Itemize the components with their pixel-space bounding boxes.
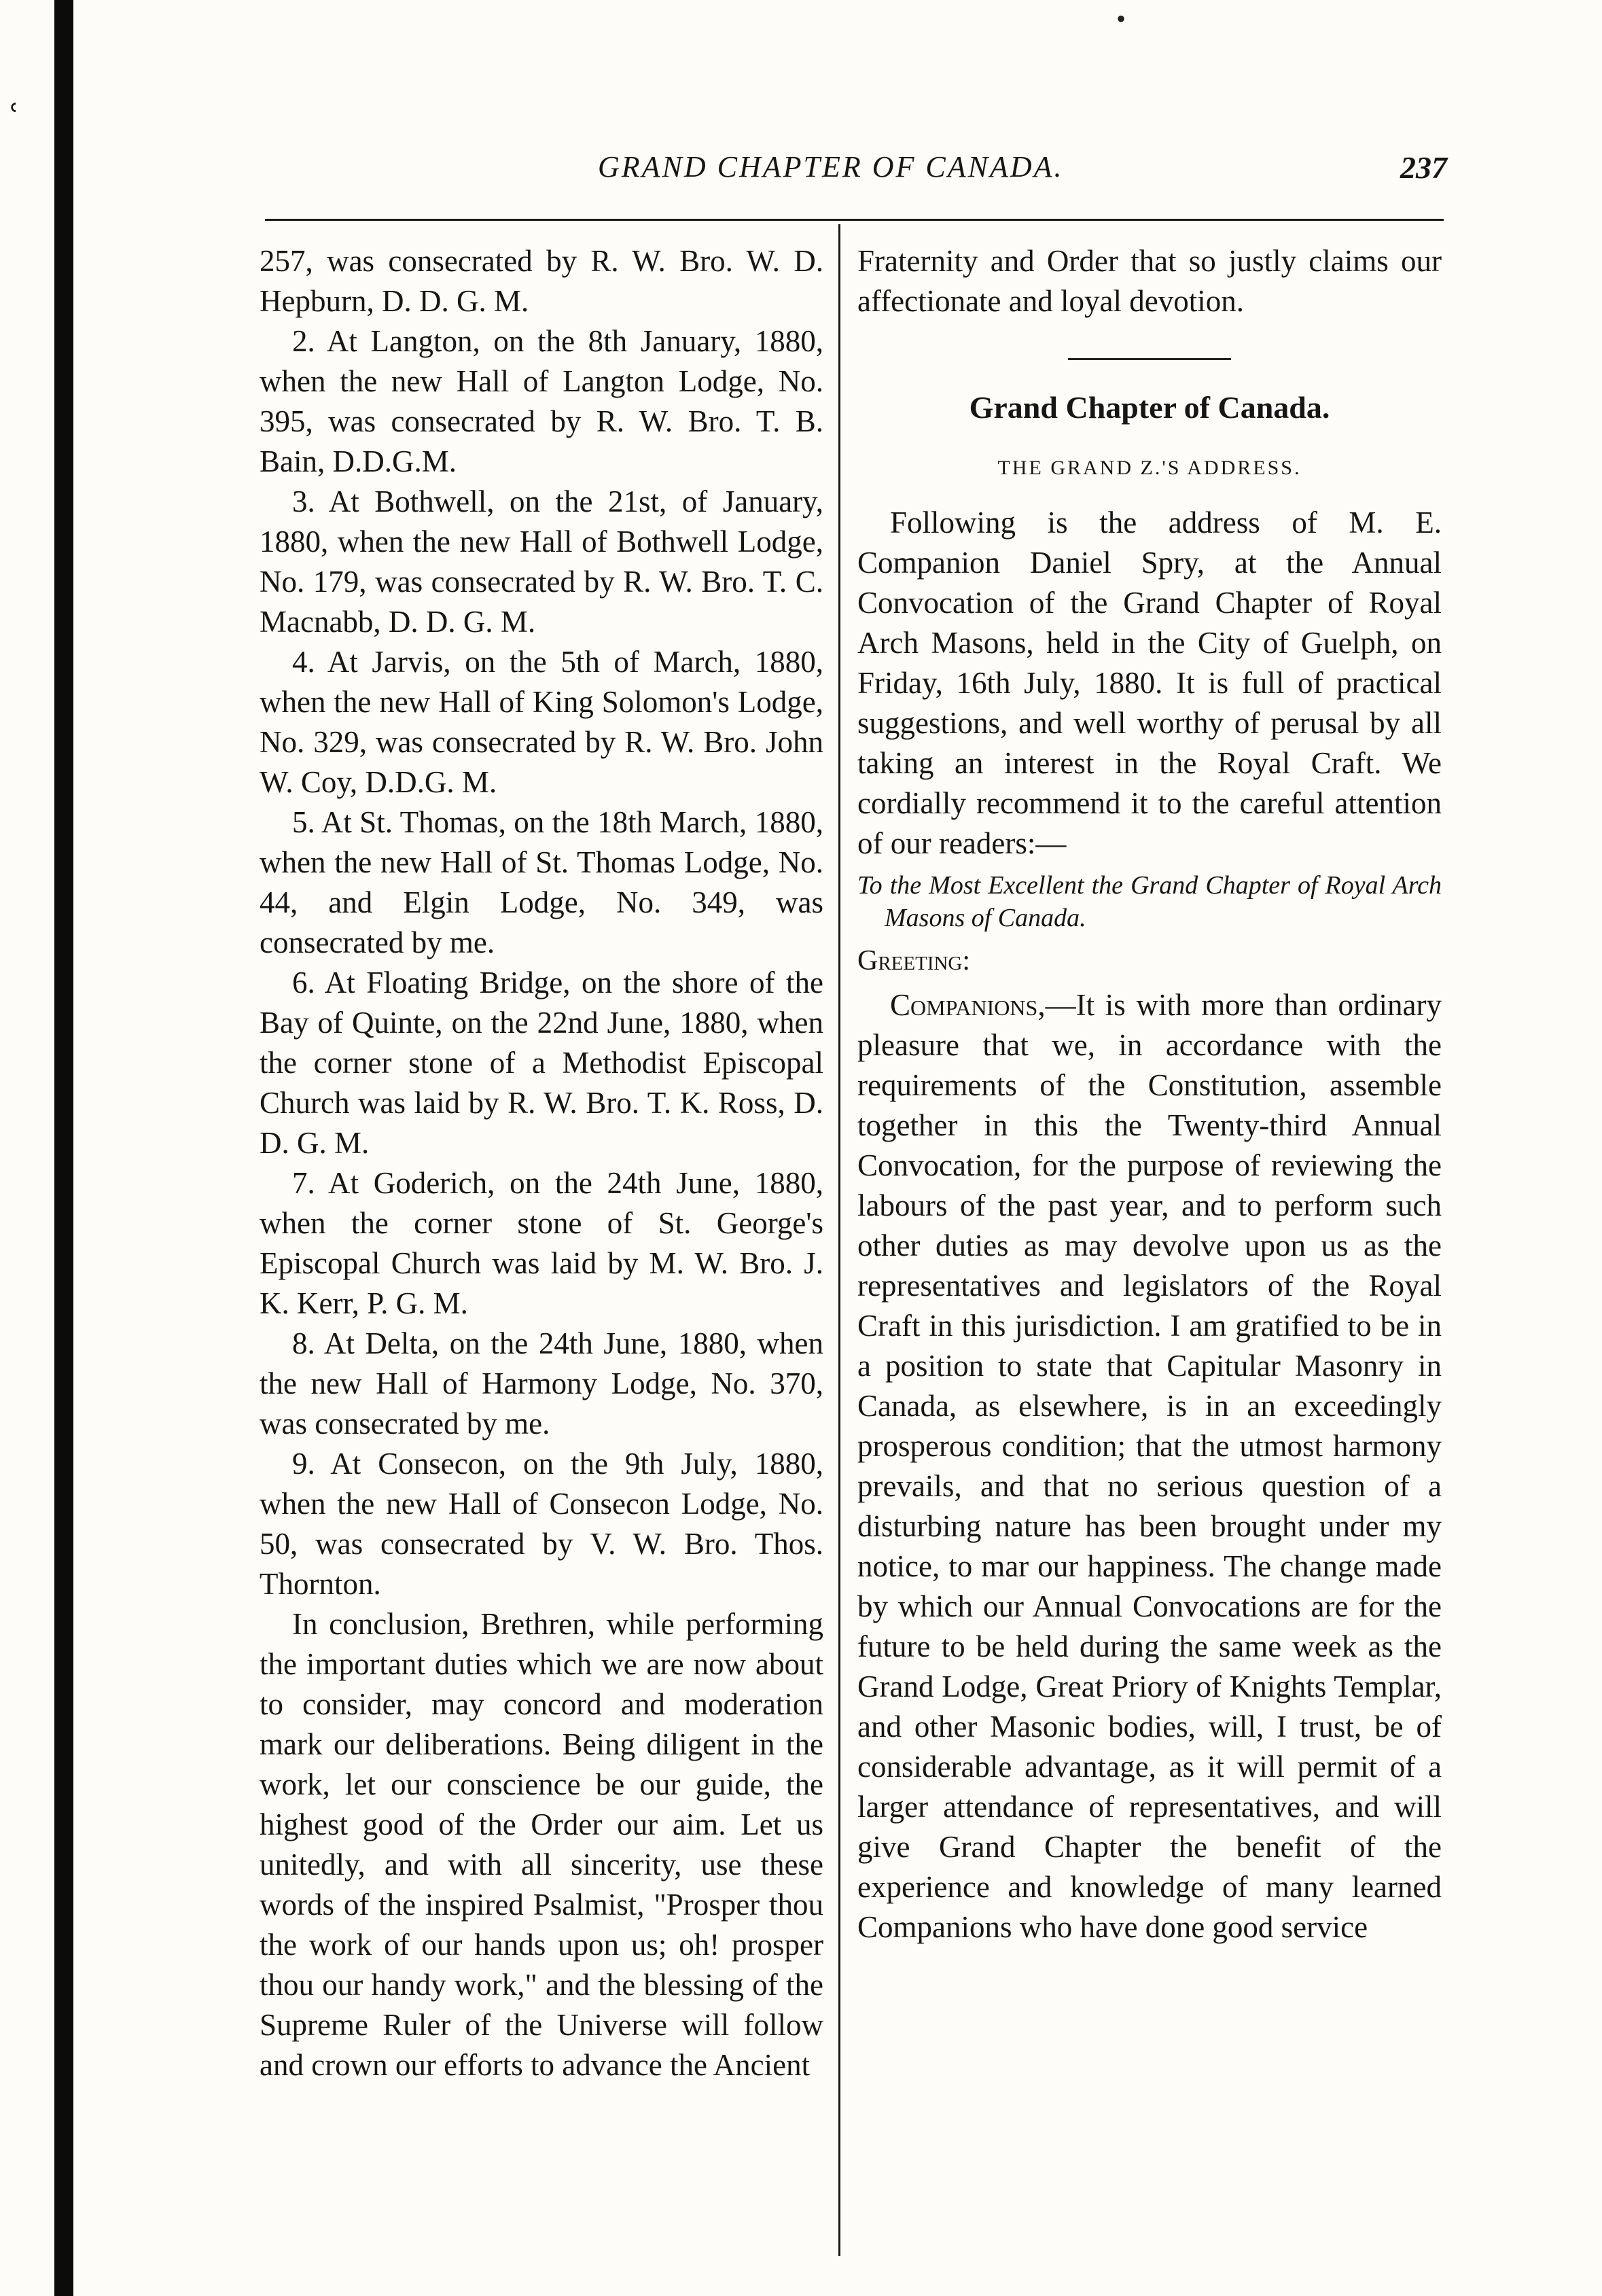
address-paragraph — [857, 985, 1442, 1947]
list-item-floating-bridge: 6. At Floating Bridge, on the shore of the Bay of Quinte, on the 22nd June, 1880, when the corner stone of a Methodist Episcopal Church was laid by R. W. Bro. T. K. Ross, D. D. G. M. — [260, 966, 823, 1160]
salutation: To the Most Excellent the Grand Chapter of Royal Arch Masons of Canada. — [857, 871, 1442, 932]
right-column — [857, 241, 1442, 2273]
page-header — [75, 149, 1447, 190]
conclusion-paragraph: In conclusion, Brethren, while performing the important duties which we are now about to consider, may concord and moderation mark our deliberations. Being diligent in the work, let our conscience be our guide, the highest good of the Order our aim. Let us unitedly, and with all sincerity, use these words of the inspired Psalmist, "Prosper thou the work of our hands upon us; oh! prosper thou our handy work," and the blessing of the Supreme Ruler of the Universe will follow and crown our efforts to advance the Ancient — [260, 1607, 823, 2082]
right-continuation-paragraph: Fraternity and Order that so justly claims our affectionate and loyal devotion. — [857, 244, 1442, 318]
article-subheading: THE GRAND Z.'S ADDRESS. — [997, 457, 1302, 479]
list-item-bothwell: 3. At Bothwell, on the 21st, of January, 1880, when the new Hall of Bothwell Lodge, No. 179, was consecrated by R. W. Bro. T. C. Macnabb, D. D. G. M. — [260, 484, 823, 639]
address-body: —It is with more than ordinary pleasure that we, in accordance with the requirements of the Constitution, assemble together in this the Twenty-third Annual Convocation, for the purpose of reviewing the labours of the past year, and to perform such other duties as may devolve upon us as the representatives and legislators of the Royal Craft in this jurisdiction. I am gratified to be in a position to state that Capitular Masonry in Canada, as elsewhere, is in an exceedingly prosperous condition; that the utmost harmony prevails, and that no serious question of a disturbing nature has been brought under my notice, to mar our happiness. The change made by which our Annual Convocations are for the future to be held during the same week as the Grand Lodge, Great Priory of Knights Templar, and other Masonic bodies, will, I trust, be of considerable advantage, as it will permit of a larger attendance of representatives, and will give Grand Chapter the benefit of the experience and knowledge of many learned Companions who have done good service — [857, 988, 1442, 1944]
section-separator — [857, 336, 1442, 376]
address-lead: Companions, — [890, 988, 1046, 1022]
margin-mark: ʿ — [5, 96, 22, 148]
list-item-consecon: 9. At Consecon, on the 9th July, 1880, when the new Hall of Consecon Lodge, No. 50, was consecrated by V. W. Bro. Thos. Thornton. — [260, 1447, 823, 1601]
left-continuation-paragraph: 257, was consecrated by R. W. Bro. W. D. Hepburn, D. D. G. M. — [260, 244, 823, 318]
column-rule — [838, 224, 840, 2256]
running-title: GRAND CHAPTER OF CANADA. — [598, 150, 1064, 183]
list-item-goderich: 7. At Goderich, on the 24th June, 1880, when the corner stone of St. George's Episcopal Church was laid by M. W. Bro. J. K. Kerr, P. G. M. — [260, 1166, 823, 1320]
header-rule — [265, 219, 1444, 221]
left-column — [260, 241, 823, 2273]
list-item-delta: 8. At Delta, on the 24th June, 1880, when the new Hall of Harmony Lodge, No. 370, was consecrated by me. — [260, 1326, 823, 1441]
top-dot-mark: • — [1116, 3, 1126, 34]
page-number: 237 — [1400, 150, 1447, 185]
list-item-langton: 2. At Langton, on the 8th January, 1880, when the new Hall of Langton Lodge, No. 395, was consecrated by R. W. Bro. T. B. Bain, D.D.G.M. — [260, 324, 823, 478]
greeting: Greeting: — [857, 945, 971, 976]
binding-spine — [54, 0, 73, 2296]
list-item-jarvis: 4. At Jarvis, on the 5th of March, 1880, when the new Hall of King Solomon's Lodge, No. 329, was consecrated by R. W. Bro. John W. Coy, D.D.G. M. — [260, 645, 823, 799]
intro-paragraph: Following is the address of M. E. Companion Daniel Spry, at the Annual Convocation of the Grand Chapter of Royal Arch Masons, held in the City of Guelph, on Friday, 16th July, 1880. It is full of practical suggestions, and well worthy of perusal by all taking an interest in the Royal Craft. We cordially recommend it to the careful attention of our readers:— — [857, 506, 1442, 860]
section-title: Grand Chapter of Canada. — [969, 390, 1330, 425]
list-item-st-thomas: 5. At St. Thomas, on the 18th March, 1880, when the new Hall of St. Thomas Lodge, No. 44, and Elgin Lodge, No. 349, was consecrated by me. — [260, 805, 823, 959]
